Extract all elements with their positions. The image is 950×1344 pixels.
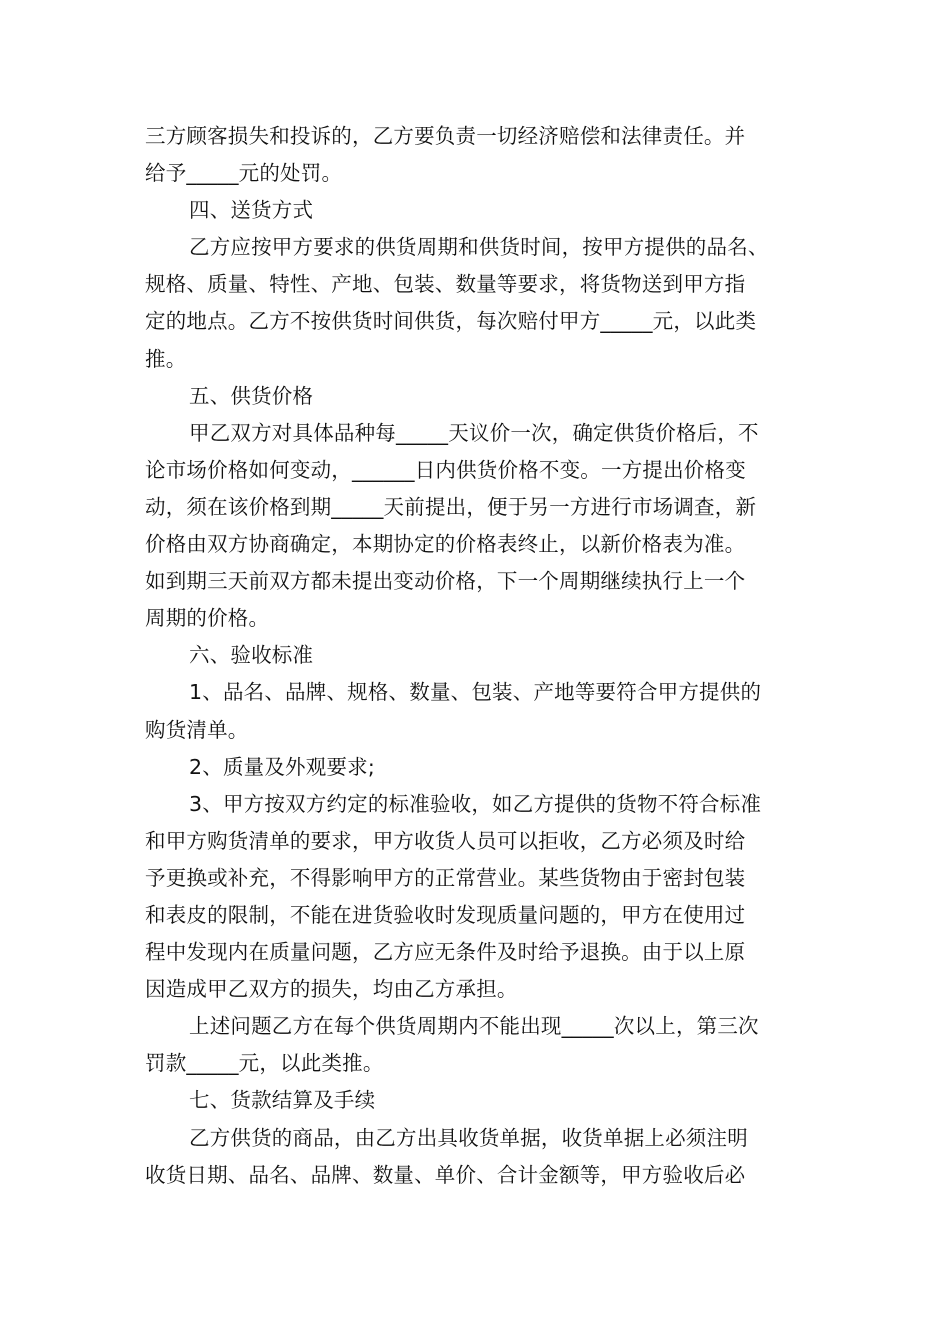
text-line: 如到期三天前双方都未提出变动价格，下一个周期继续执行上一个	[145, 569, 746, 594]
text-line: 1、品名、品牌、规格、数量、包装、产地等要符合甲方提供的	[189, 680, 762, 705]
text-line: 乙方供货的商品，由乙方出具收货单据，收货单据上必须注明	[189, 1125, 748, 1150]
text-line: 定的地点。乙方不按供货时间供货，每次赔付甲方_____元，以此类	[145, 309, 757, 334]
text-line: 予更换或补充，不得影响甲方的正常营业。某些货物由于密封包装	[145, 865, 746, 890]
text-line: 甲乙双方对具体品种每_____天议价一次，确定供货价格后，不	[189, 420, 759, 445]
text-line: 动，须在该价格到期_____天前提出，便于另一方进行市场调查，新	[145, 494, 757, 519]
text-line: 价格由双方协商确定，本期协定的价格表终止，以新价格表为准。	[145, 532, 746, 557]
text-line: 3、甲方按双方约定的标准验收，如乙方提供的货物不符合标准	[189, 791, 762, 816]
text-line: 和甲方购货清单的要求，甲方收货人员可以拒收，乙方必须及时给	[145, 828, 746, 853]
text-line: 2、质量及外观要求;	[189, 754, 375, 779]
text-line: 罚款_____元，以此类推。	[145, 1051, 384, 1076]
text-line: 三方顾客损失和投诉的，乙方要负责一切经济赔偿和法律责任。并	[145, 124, 746, 148]
text-line: 给予_____元的处罚。	[145, 161, 343, 186]
text-line: 收货日期、品名、品牌、数量、单价、合计金额等，甲方验收后必	[145, 1162, 746, 1187]
text-line: 论市场价格如何变动，______日内供货价格不变。一方提出价格变	[145, 457, 746, 482]
text-line: 乙方应按甲方要求的供货周期和供货时间，按甲方提供的品名、	[189, 235, 769, 260]
text-line: 因造成甲乙双方的损失，均由乙方承担。	[145, 977, 518, 1002]
section-heading-acceptance: 六、验收标准	[189, 643, 314, 668]
text-line: 规格、质量、特性、产地、包装、数量等要求，将货物送到甲方指	[145, 272, 746, 297]
text-line: 购货清单。	[145, 717, 249, 742]
text-line: 和表皮的限制，不能在进货验收时发现质量问题的，甲方在使用过	[145, 902, 746, 927]
section-heading-settlement: 七、货款结算及手续	[189, 1088, 376, 1113]
text-line: 上述问题乙方在每个供货周期内不能出现_____次以上，第三次	[189, 1014, 759, 1039]
document-page	[145, 118, 805, 1194]
text-line: 程中发现内在质量问题，乙方应无条件及时给予退换。由于以上原	[145, 940, 746, 965]
text-line: 周期的价格。	[145, 606, 270, 631]
section-heading-delivery: 四、送货方式	[189, 198, 314, 223]
section-heading-price: 五、供货价格	[189, 383, 314, 408]
text-line: 推。	[145, 346, 187, 371]
